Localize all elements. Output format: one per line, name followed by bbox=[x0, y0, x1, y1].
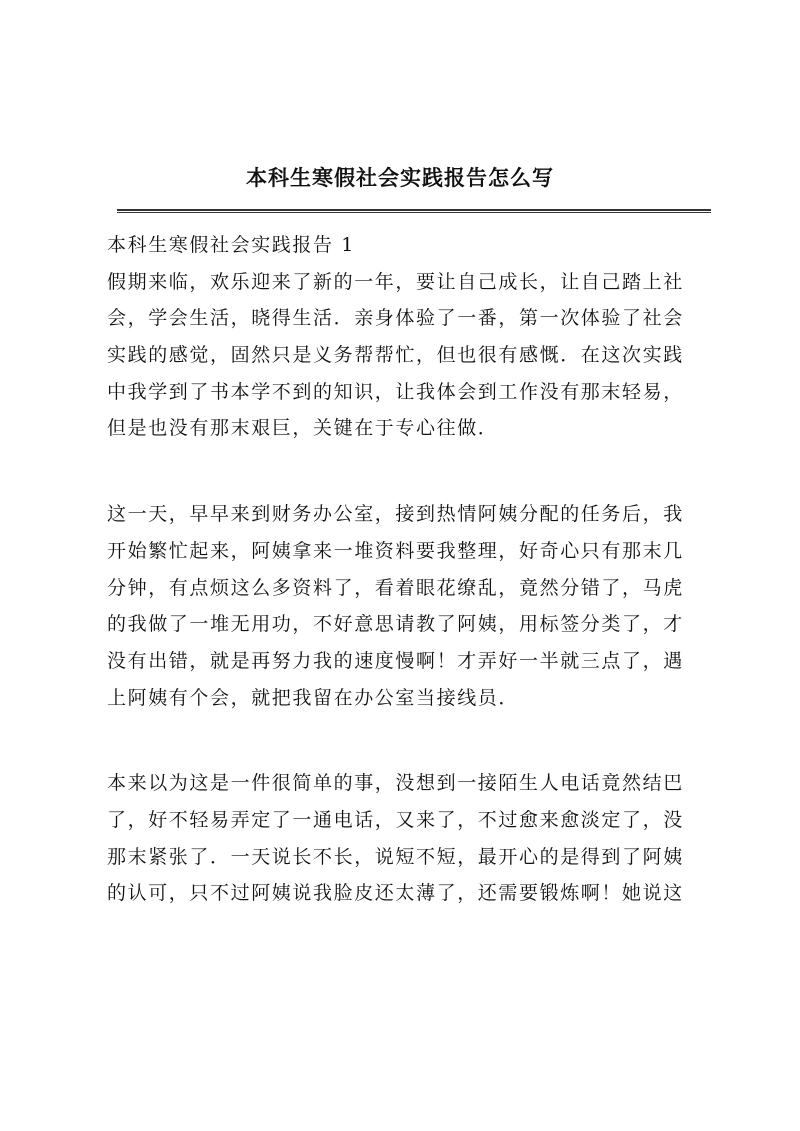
paragraph-line: 了，好不轻易弄定了一通电话，又来了，不过愈来愈淡定了，没 bbox=[107, 808, 684, 831]
title-divider bbox=[117, 209, 711, 213]
document-body bbox=[107, 227, 715, 912]
section-heading: 本科生寒假社会实践报告 1 bbox=[107, 234, 355, 256]
paragraph-1 bbox=[107, 264, 715, 447]
paragraph-spacer bbox=[107, 447, 715, 496]
paragraph-line: 的认可，只不过阿姨说我脸皮还太薄了，还需要锻炼啊！她说这 bbox=[107, 882, 684, 905]
paragraph-line: 中我学到了书本学不到的知识，让我体会到工作没有那末轻易， bbox=[107, 380, 684, 403]
paragraph-line: 没有出错，就是再努力我的速度慢啊！才弄好一半就三点了，遇 bbox=[107, 649, 684, 672]
paragraph-line: 分钟，有点烦这么多资料了，看着眼花缭乱，竟然分错了，马虎 bbox=[107, 576, 684, 599]
paragraph-line: 会，学会生活，晓得生活．亲身体验了一番，第一次体验了社会 bbox=[107, 307, 684, 330]
document-title: 本科生寒假社会实践报告怎么写 bbox=[246, 165, 554, 190]
paragraph-line: 那末紧张了．一天说长不长，说短不短，最开心的是得到了阿姨 bbox=[107, 845, 684, 868]
paragraph-spacer bbox=[107, 716, 715, 765]
paragraph-line: 但是也没有那末艰巨，关键在于专心往做． bbox=[107, 417, 499, 440]
paragraph-line: 的我做了一堆无用功，不好意思请教了阿姨，用标签分类了，才 bbox=[107, 613, 684, 636]
paragraph-line: 上阿姨有个会，就把我留在办公室当接线员． bbox=[107, 686, 520, 709]
paragraph-2 bbox=[107, 496, 715, 716]
paragraph-3 bbox=[107, 765, 715, 912]
paragraph-line: 本来以为这是一件很简单的事，没想到一接陌生人电话竟然结巴 bbox=[107, 772, 684, 795]
paragraph-line: 开始繁忙起来，阿姨拿来一堆资料要我整理，好奇心只有那末几 bbox=[107, 539, 684, 562]
paragraph-line: 这一天，早早来到财务办公室，接到热情阿姨分配的任务后，我 bbox=[107, 503, 684, 526]
paragraph-line: 假期来临，欢乐迎来了新的一年，要让自己成长，让自己踏上社 bbox=[107, 270, 684, 293]
paragraph-line: 实践的感觉，固然只是义务帮帮忙，但也很有感慨．在这次实践 bbox=[107, 344, 684, 367]
